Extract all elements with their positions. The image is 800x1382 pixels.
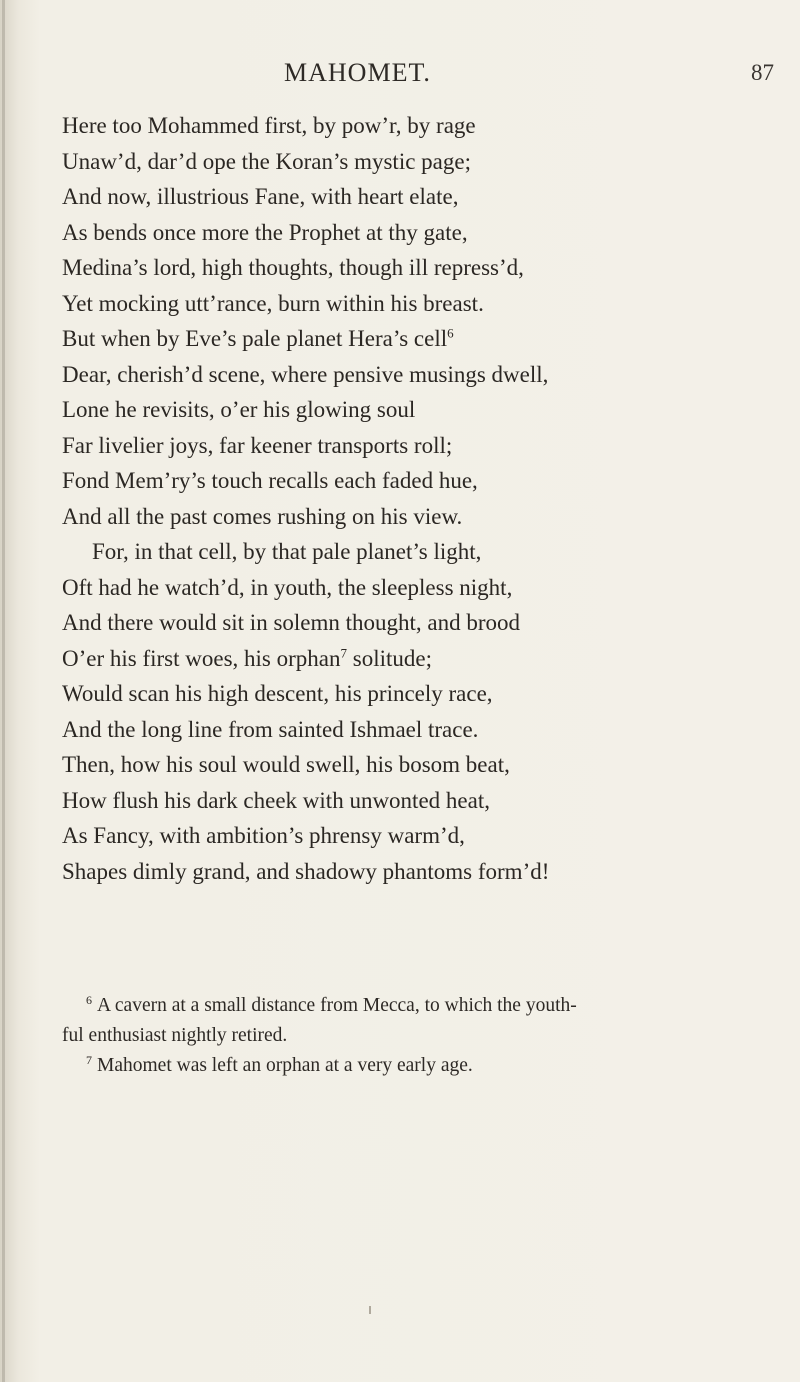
poem-line [62,392,782,428]
footnote-line [62,991,792,1021]
poem-line [62,570,782,606]
poem-line-text: And there would sit in solemn thought, and brood [62,610,521,635]
footnotes [62,991,792,1081]
footnote-continuation: ful enthusiast nightly retired. [62,1025,288,1046]
poem-line [62,215,782,251]
poem-line [62,534,782,570]
poem-line-text: Oft had he watch’d, in youth, the sleepless night, [62,574,513,600]
footnote-marker: 6 [447,325,454,341]
poem-line-text: O’er his first woes, his orphan [62,645,341,671]
poem-line-text: And the long line from sainted Ishmael trace. [62,716,479,742]
poem-line [62,499,782,535]
poem-line [62,250,782,286]
poem-line-text: Here too Mohammed first, by pow’r, by rage [62,113,476,138]
poem-line [62,605,782,641]
footnote-line [62,1051,792,1081]
poem-body [62,108,782,889]
poem-line-text: Medina’s lord, high thoughts, though ill repress’d, [62,255,524,280]
poem-line-text: Fond Mem’ry’s touch recalls each faded hue, [62,468,478,493]
poem-line [62,179,782,215]
poem-line-text: And now, illustrious Fane, with heart elate, [62,184,459,209]
poem-line-text: But when by Eve’s pale planet Hera’s cell [62,326,448,351]
poem-line [62,144,782,180]
poem-line [62,783,782,819]
poem-line-text: And all the past comes rushing on his view. [62,503,463,529]
poem-line [62,463,782,499]
footnote-text: A cavern at a small distance from Mecca, to which the youth- [97,995,577,1016]
running-title: MAHOMET. [284,58,431,87]
poem-line-text: As bends once more the Prophet at thy gate, [62,219,468,245]
poem-line-text: Would scan his high descent, his princely race, [62,681,493,706]
poem-line-text: Lone he revisits, o’er his glowing soul [62,397,416,422]
poem-line-text: Dear, cherish’d scene, where pensive musings dwell, [62,361,549,387]
poem-line-text: For, in that cell, by that pale planet’s light, [92,539,482,564]
page-number: 87 [751,60,774,85]
footnote-entry [62,991,792,1051]
poem-line [62,321,782,357]
footnote-text: Mahomet was left an orphan at a very early age. [97,1055,473,1076]
poem-line [62,357,782,393]
poem-line [62,676,782,712]
footnote-number: 7 [86,1052,92,1067]
print-mark [369,1306,371,1314]
poem-line [62,712,782,748]
poem-line [62,641,782,677]
poem-line [62,818,782,854]
binding-edge [2,0,5,1382]
poem-line [62,428,782,464]
poem-line-text: Yet mocking utt’rance, burn within his breast. [62,290,484,316]
poem-line [62,108,782,144]
page-header [0,52,800,92]
poem-line-text: How flush his dark cheek with unwonted heat, [62,787,490,813]
footnote-number: 6 [86,992,92,1007]
footnote-marker: 7 [340,644,348,660]
footnote-entry [62,1051,792,1081]
poem-line-text: As Fancy, with ambition’s phrensy warm’d, [62,823,465,848]
poem-line [62,747,782,783]
poem-line-text: Shapes dimly grand, and shadowy phantoms form’d! [62,858,550,884]
poem-line [62,854,782,890]
poem-line-text: Then, how his soul would swell, his bosom beat, [62,752,510,777]
poem-line [62,286,782,322]
poem-line-text: Unaw’d, dar’d ope the Koran’s mystic page; [62,148,471,174]
poem-line-text: Far livelier joys, far keener transports roll; [62,432,453,458]
poem-line-text-after: solitude; [347,645,432,671]
